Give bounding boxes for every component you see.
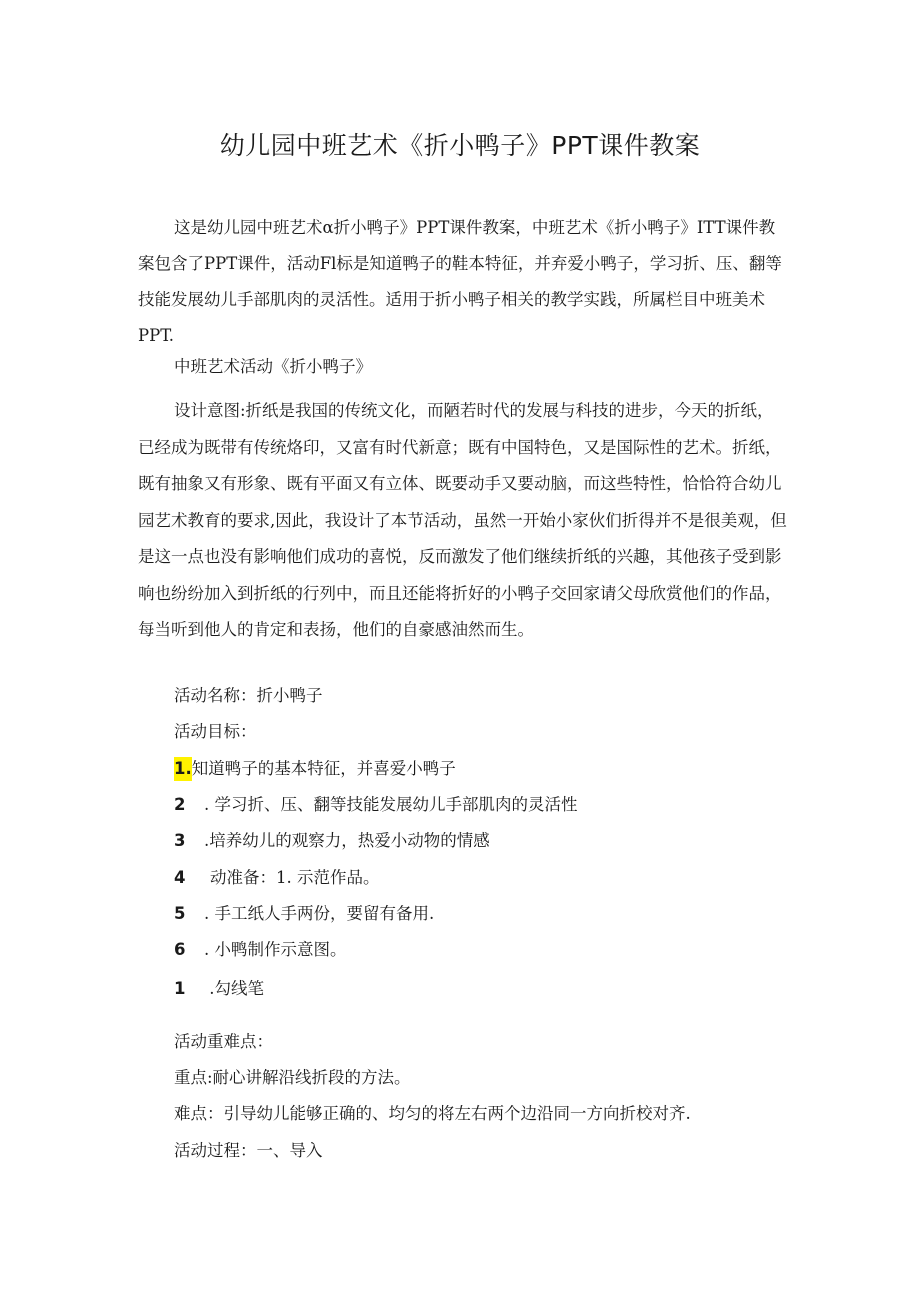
list-item-number: 3 bbox=[174, 831, 186, 850]
design-intent-paragraph: 设计意图:折纸是我国的传统文化，而陋若时代的发展与科技的进步，今天的折纸，已经成为既带有传统烙印，又富有时代新意；既有中国特色，又是国际性的艺术。折纸，既有抽象又有形象、既有平面又有立体、既要动手又要动脑，而这些特性，恰恰符合幼儿园艺术教育的要求,因此，我设计了本节活动，虽然一开始小家伙们折得并不是很美观，但是这一点也没有影响他们成功的喜悦，反而激发了他们继续折纸的兴趣，其他孩子受到影响也纷纷加入到折纸的行列中，而且还能将折好的小鸭子交回家请父母欣赏他们的作品，每当听到他人的肯定和表扬，他们的自豪感油然而生。 bbox=[138, 401, 787, 639]
list-item bbox=[174, 757, 456, 781]
activity-title: 中班艺术活动《折小鸭子》 bbox=[174, 357, 372, 376]
list-item-number: 2 bbox=[174, 795, 186, 814]
list-item-number: 4 bbox=[174, 868, 186, 887]
document-title: 幼儿园中班艺术《折小鸭子》PPT课件教案 bbox=[219, 131, 701, 160]
list-item bbox=[174, 866, 380, 890]
list-item bbox=[174, 938, 347, 962]
list-item-text: . 学习折、压、翻等技能发展幼儿手部肌肉的灵活性 bbox=[204, 795, 578, 814]
list-item-number: 6 bbox=[174, 940, 186, 959]
list-item-text: .勾线笔 bbox=[204, 979, 264, 998]
goals-label: 活动目标： bbox=[174, 722, 257, 741]
key-point: 重点:耐心讲解沿线折段的方法。 bbox=[174, 1068, 411, 1087]
list-item-number: 5 bbox=[174, 904, 186, 923]
list-item bbox=[174, 793, 578, 817]
difficulty-point: 难点：引导幼儿能够正确的、均匀的将左右两个边沿同一方向折校对齐. bbox=[174, 1104, 691, 1123]
list-item-number: 1. bbox=[174, 757, 192, 781]
list-item-text: 知道鸭子的基本特征，并喜爱小鸭子 bbox=[191, 759, 456, 778]
list-item-number: 1 bbox=[174, 979, 186, 998]
list-item bbox=[174, 902, 434, 926]
list-item-text: 动准备：1. 示范作品。 bbox=[210, 868, 380, 887]
list-item-text: .培养幼儿的观察力，热爱小动物的情感 bbox=[204, 831, 490, 850]
intro-paragraph: 这是幼儿园中班艺术α折小鸭子》PPT课件教案，中班艺术《折小鸭子》ITT课件教案包含了PPT课件，活动Fl标是知道鸭子的鞋本特征，并弃爱小鸭子，学习折、压、翻等技能发展幼儿手部肌肉的灵活性。适用于折小鸭子相关的教学实践，所属栏目中班美术PPT. bbox=[138, 218, 782, 345]
list-item bbox=[174, 829, 490, 853]
list-item bbox=[174, 977, 264, 1001]
list-item-text: . 小鸭制作示意图。 bbox=[204, 940, 347, 959]
list-item-text: . 手工纸人手两份，要留有备用. bbox=[204, 904, 435, 923]
key-points-label: 活动重难点： bbox=[174, 1032, 273, 1051]
activity-name: 活动名称：折小鸭子 bbox=[174, 686, 323, 705]
activity-process: 活动过程：一、导入 bbox=[174, 1141, 323, 1160]
